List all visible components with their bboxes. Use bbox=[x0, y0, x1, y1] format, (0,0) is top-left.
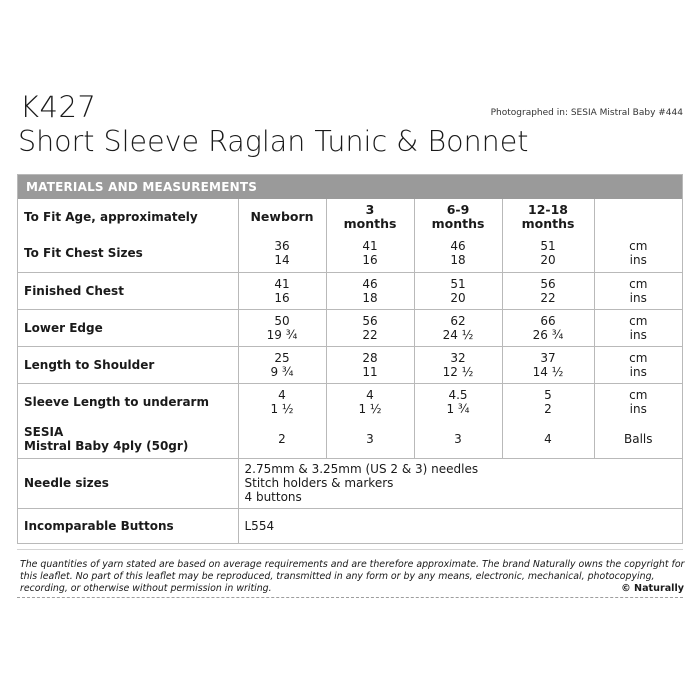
table-cell: 62 24 ½ bbox=[414, 309, 502, 346]
row-label: Lower Edge bbox=[18, 309, 238, 346]
row-label: To Fit Chest Sizes bbox=[18, 235, 238, 272]
measurements-table bbox=[18, 199, 682, 544]
table-cell: 56 22 bbox=[326, 309, 414, 346]
table-header-row bbox=[18, 199, 682, 235]
table-cell: 36 14 bbox=[238, 235, 326, 272]
table-cell: 4 bbox=[502, 420, 594, 458]
table-cell: 4.5 1 ¾ bbox=[414, 383, 502, 420]
dotted-divider bbox=[17, 597, 683, 598]
row-label: Length to Shoulder bbox=[18, 346, 238, 383]
unit-cell: Balls bbox=[594, 420, 682, 458]
table-row bbox=[18, 383, 682, 420]
table-cell: 46 18 bbox=[326, 272, 414, 309]
unit-cell: cm ins bbox=[594, 272, 682, 309]
table-cell: 41 16 bbox=[326, 235, 414, 272]
row-label: Finished Chest bbox=[18, 272, 238, 309]
table-cell: 4 1 ½ bbox=[326, 383, 414, 420]
size-header: 12-18 months bbox=[502, 199, 594, 235]
table-cell: 56 22 bbox=[502, 272, 594, 309]
pattern-title: Short Sleeve Raglan Tunic & Bonnet bbox=[18, 125, 529, 158]
table-cell: 3 bbox=[414, 420, 502, 458]
photographed-in: Photographed in: SESIA Mistral Baby #444 bbox=[490, 108, 683, 118]
materials-table-frame bbox=[17, 174, 683, 544]
measurement-rows bbox=[18, 235, 682, 420]
unit-cell: cm ins bbox=[594, 309, 682, 346]
size-header: Newborn bbox=[238, 199, 326, 235]
table-cell: 51 20 bbox=[502, 235, 594, 272]
row-label: Sleeve Length to underarm bbox=[18, 383, 238, 420]
table-cell: 66 26 ¾ bbox=[502, 309, 594, 346]
buttons-row bbox=[18, 508, 682, 544]
table-row bbox=[18, 235, 682, 272]
yarn-row bbox=[18, 420, 682, 458]
row-label: To Fit Age, approximately bbox=[18, 199, 238, 235]
table-row bbox=[18, 309, 682, 346]
table-cell: 32 12 ½ bbox=[414, 346, 502, 383]
needles-value: 2.75mm & 3.25mm (US 2 & 3) needles Stitch holders & markers 4 buttons bbox=[238, 458, 682, 508]
table-cell: 2 bbox=[238, 420, 326, 458]
yarn-label: SESIA Mistral Baby 4ply (50gr) bbox=[18, 420, 238, 458]
table-cell: 3 bbox=[326, 420, 414, 458]
table-row bbox=[18, 346, 682, 383]
needles-row bbox=[18, 458, 682, 508]
unit-cell: cm ins bbox=[594, 383, 682, 420]
table-cell: 28 11 bbox=[326, 346, 414, 383]
unit-header bbox=[594, 199, 682, 235]
buttons-value: L554 bbox=[238, 508, 682, 544]
unit-cell: cm ins bbox=[594, 235, 682, 272]
table-cell: 46 18 bbox=[414, 235, 502, 272]
table-cell: 51 20 bbox=[414, 272, 502, 309]
copyright: © Naturally bbox=[621, 583, 684, 594]
size-header: 6-9 months bbox=[414, 199, 502, 235]
table-cell: 4 1 ½ bbox=[238, 383, 326, 420]
table-cell: 5 2 bbox=[502, 383, 594, 420]
table-cell: 25 9 ¾ bbox=[238, 346, 326, 383]
table-cell: 50 19 ¾ bbox=[238, 309, 326, 346]
divider bbox=[17, 549, 683, 550]
table-row bbox=[18, 272, 682, 309]
table-cell: 41 16 bbox=[238, 272, 326, 309]
buttons-label: Incomparable Buttons bbox=[18, 508, 238, 544]
pattern-code: K427 bbox=[20, 90, 97, 124]
needles-label: Needle sizes bbox=[18, 458, 238, 508]
disclaimer: The quantities of yarn stated are based on average requirements and are therefore approximate. The brand Naturally owns the copyright for this leaflet. No part of this leaflet may be reproduced, transmitted in any form or by any means, electronic, mechanical, photocopying, recording, or otherwise without permission in writing. bbox=[20, 559, 685, 594]
unit-cell: cm ins bbox=[594, 346, 682, 383]
section-title: MATERIALS AND MEASUREMENTS bbox=[18, 175, 682, 199]
size-header: 3 months bbox=[326, 199, 414, 235]
table-cell: 37 14 ½ bbox=[502, 346, 594, 383]
